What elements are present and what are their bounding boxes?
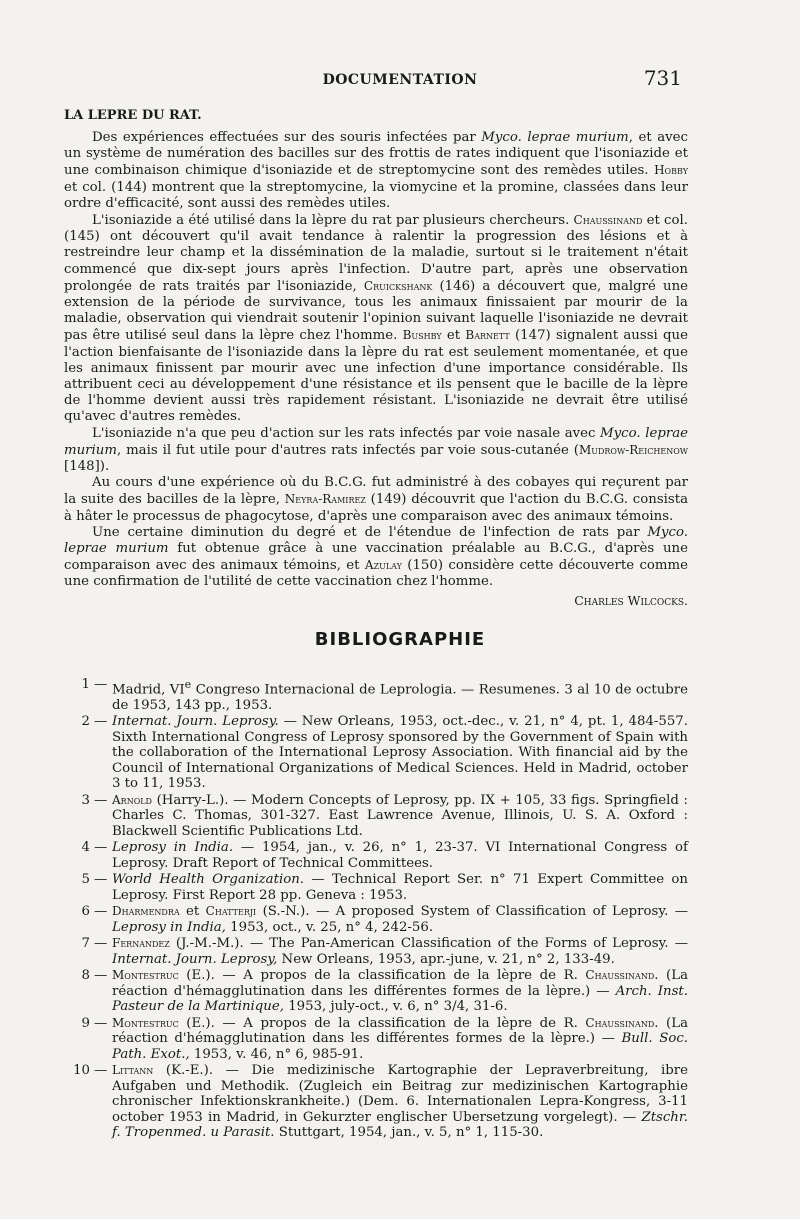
text-run: New Orleans, 1953, apr.-june, v. 21, n° 2, 133-49. [277,951,615,967]
text-run: (E.). — A propos de la classification de la lèpre de R. [178,968,586,984]
text-run: (J.-M.-M.). — The Pan-American Classification of the Forms of Leprosy. — [169,936,688,952]
entry-number: 1 [81,677,90,692]
entry-dash: — [94,936,108,952]
text-run: Une certaine diminution du degré et de l'étendue de l'infection de rats par [92,524,648,540]
author-name: Barnett [465,328,510,343]
entry-number: 2 [81,714,90,730]
text-run: (147) signalent aussi que l'action bienfaisante de l'isoniazide dans la lèpre du rat est seulement momentanée, et que les animaux finissent par mourir avec une infection d'une importance considérable. Ils attribuent ceci au développement d'une résistance et ils pensent que le bacille de la lèpre de l'homme devient aussi très rapidement résistant. L'isoniazide ne devrait être utilisé qu'avec d'autres remèdes. [64,328,688,425]
bibliography-list [64,677,688,1142]
text-run: Des expériences effectuées sur des souris infectées par [92,130,482,145]
text-run: . (La réaction d'hémagglutination dans les différentes formes de la lèpre.) — [112,1015,688,1047]
author-name: Littann [112,1063,154,1078]
text-run: L'isoniazide n'a que peu d'action sur les rats infectés par voie nasale avec [92,425,601,441]
author-name: Chaussinand [585,1015,655,1030]
author-name: Hobby [654,163,688,178]
author-name: Chatterji [205,904,257,919]
bibliography-entry [64,968,688,1015]
italic-text: Leprosy in India. [112,840,234,856]
superscript: e [184,678,192,691]
text-run: L'isoniazide a été utilisé dans la lèpre du rat par plusieurs chercheurs. [92,213,574,229]
italic-text: Internat. Journ. Leprosy, [112,951,278,967]
entry-dash: — [94,968,108,984]
author-name: Bushby [402,328,442,343]
text-run: , et avec un système de numération des bacilles sur des frottis de rates indiquent que l'isoniazide et une combinaison chimique d'isoniazide et de streptomycine sont des remèdes utiles. [64,130,688,179]
author-signature: Charles Wilcocks. [574,593,688,608]
text-run: , mais il fut utile pour d'autres rats infectés par voie sous-cutanée ( [116,442,579,458]
author-name: Cruickshank [363,278,433,293]
text-run: [148]). [64,459,110,475]
text-run: 1953, july-oct., v. 6, n° 3/4, 31-6. [283,999,508,1015]
author-name: Dharmendra [112,904,180,919]
text-run: (K.-E.). — Die medizinische Kartographie der Lepraverbreitung, ibre Aufgaben und Methodik. (Zugleich ein Beitrag zur medizinischen Kartographie chronischer Infektionskrankheite.) (Dem. 6. Internationalen Lepra-Kongress, 3-11 october 1953 in Madrid, in Gekurzter englischer Ubersetzung vorgelegt). — [112,1063,688,1125]
text-run: (149) découvrit que l'action du B.C.G. consista à hâter le processus de phagocytose, d'après une comparaison avec des animaux témoins. [64,492,688,524]
entry-number: 7 [81,936,90,952]
running-header: DOCUMENTATION [322,72,478,88]
italic-text: World Health Organization. [112,872,305,888]
text-run: — 1954, jan., v. 26, n° 1, 23-37. VI International Congress of Leprosy. Draft Report of Technical Committees. [112,840,688,871]
text-run: (Harry-L.). — Modern Concepts of Leprosy, pp. IX + 105, 33 figs. Springfield : Charles C. Thomas, 301-327. East Lawrence Avenue, Illinois, U. S. A. Oxford : Blackwell Scientific Publications Ltd. [112,792,688,839]
text-run: . (La réaction d'hémagglutination dans les différentes formes de la lèpre.) — [112,968,688,999]
paragraph [64,426,688,476]
bibliography-entry [64,936,688,967]
entry-dash: — [94,714,108,730]
text-run: Stuttgart, 1954, jan., v. 5, n° 1, 115-30. [274,1125,544,1141]
bibliography-entry [64,872,688,903]
italic-text: Arch. Inst. Pasteur de la Martinique, [112,983,689,1015]
bibliography-heading: BIBLIOGRAPHIE [314,629,486,650]
section-title: LA LEPRE DU RAT. [64,108,202,123]
entry-number: 6 [81,904,90,920]
italic-text: Leprosy in India, [112,919,226,935]
entry-dash: — [94,677,108,692]
italic-text: Internat. Journ. Leprosy. [112,714,279,730]
bibliography-entry [64,677,688,713]
entry-dash: — [94,872,108,888]
author-name: Montestruc [112,1015,179,1030]
text-run: (146) a découvert que, malgré une extension de la période de survivance, tous les animaux finissaient par mourir de la maladie, observation qui viendrait soutenir l'opinion suivant laquelle l'isoniazide ne devrait pas être utilisé seul dans la lèpre chez l'homme. [64,278,688,344]
entry-dash: — [94,904,108,920]
text-run: 1953, v. 46, n° 6, 985-91. [189,1046,364,1062]
italic-text: Myco. leprae murium [64,425,688,458]
author-name: Arnold [112,792,152,807]
entry-number: 9 [81,1015,90,1031]
author-name: Azulay [364,558,402,573]
text-run: — New Orleans, 1953, oct.-dec., v. 21, n° 4, pt. 1, 484-557. Sixth International Congress of Leprosy sponsored by the Government of Spain with the collaboration of the International Leprosy Association. With financial aid by the Council of International Organizations of Medical Sciences. Held in Madrid, october 3 to 11, 1953. [112,714,688,792]
text-run: (150) considère cette découverte comme une confirmation de l'utilité de cette vaccination chez l'homme. [64,558,688,590]
paragraph [64,130,688,212]
italic-text: Ztschr. f. Tropenmed. u Parasit. [112,1109,688,1141]
author-name: Neyra-Ramirez [284,492,366,507]
bibliography-entry [64,714,688,792]
bibliography-entry [64,1016,688,1063]
text-run: (S.-N.). — A proposed System of Classification of Leprosy. — [256,904,688,920]
text-run: et col. (144) montrent que la streptomycine, la viomycine et la promine, classées dans leur ordre d'efficacité, sont aussi des remèdes utiles. [64,179,688,211]
text-run: et col. (145) ont découvert qu'il avait tendance à ralentir la progression des lésions et à restreindre leur champ et la dissémination de la maladie, surtout si le traitement n'était commencé que dix-sept jours après l'infection. D'autre part, après une observation prolongée de rats traités par l'isoniazide, [64,213,688,294]
entry-number: 4 [81,840,90,856]
entry-dash: — [94,792,108,808]
entry-dash: — [94,1015,108,1031]
italic-text: Myco. leprae murium [64,524,688,557]
entry-number: 8 [81,968,90,984]
italic-text: Myco. leprae murium [481,130,629,145]
entry-number: 10 [73,1063,90,1079]
paragraph [64,525,688,591]
bibliography-entry [64,793,688,840]
author-name: Chaussinand [585,968,655,983]
paragraph [64,212,688,426]
page-number: 731 [643,66,682,90]
text-run: 1953, oct., v. 25, n° 4, 242-56. [225,919,434,935]
text-run: fut obtenue grâce à une vaccination préalable au B.C.G., d'après une comparaison avec des animaux témoins, et [64,541,688,574]
entry-number: 3 [81,792,90,808]
text-run: Congreso Internacional de Leprologia. — Resumenes. 3 al 10 de octubre de 1953, 143 pp., 1953. [112,682,689,713]
bibliography-entry [64,904,688,935]
text-run: — Technical Report Ser. n° 71 Expert Committee on Leprosy. First Report 28 pp. Geneva : 1953. [112,872,688,903]
author-name: Chaussinand [573,213,643,228]
text-run: et [179,904,206,920]
entry-dash: — [94,1063,108,1079]
author-name: Fernandez [112,936,170,951]
text-run: et [441,328,466,344]
author-name: Mudrow-Reichenow [578,442,688,457]
bibliography-entry [64,1063,688,1141]
article-body [64,130,688,591]
text-run: Madrid, VI [112,682,185,698]
paragraph [64,475,688,525]
author-name: Montestruc [112,968,179,983]
bibliography-entry [64,840,688,871]
entry-number: 5 [81,872,90,888]
text-run: (E.). — A propos de la classification de la lèpre de R. [178,1015,586,1031]
entry-dash: — [94,840,108,856]
italic-text: Bull. Soc. Path. Exot., [112,1031,688,1062]
text-run: Au cours d'une expérience où du B.C.G. fut administré à des cobayes qui reçurent par la suite des bacilles de la lèpre, [64,475,688,508]
